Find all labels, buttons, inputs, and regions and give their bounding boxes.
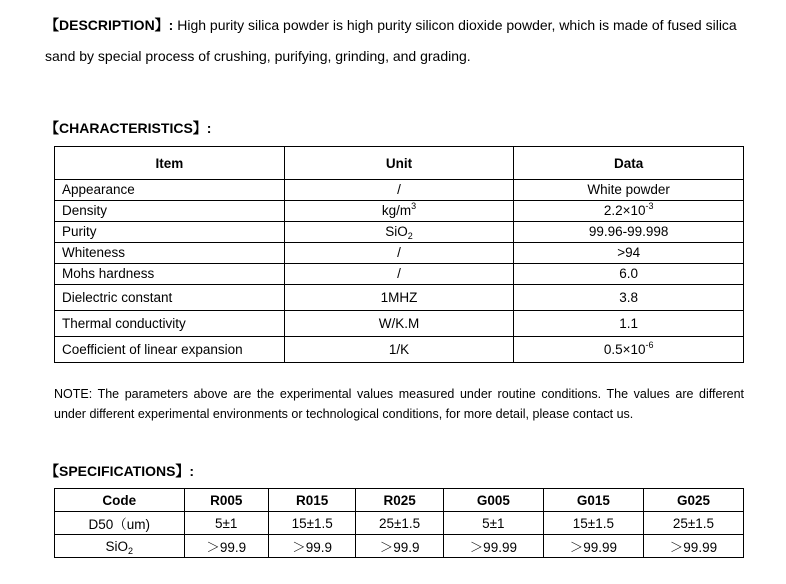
data-superscript: -6 xyxy=(645,339,654,350)
spec-cell: 25±1.5 xyxy=(643,512,743,535)
spec-header-r015: R015 xyxy=(268,489,355,512)
spec-cell: 15±1.5 xyxy=(543,512,643,535)
row-data: White powder xyxy=(514,180,744,201)
row-data: 6.0 xyxy=(514,264,744,285)
spec-cell: ＞99.9 xyxy=(356,535,443,558)
row-data: >94 xyxy=(514,243,744,264)
spec-cell: 5±1 xyxy=(443,512,543,535)
characteristics-table xyxy=(54,146,744,363)
spec-header-g025: G025 xyxy=(643,489,743,512)
data-base: 2.2×10 xyxy=(603,203,646,218)
spec-row-d50 xyxy=(55,512,744,535)
description-label: 【DESCRIPTION】: xyxy=(45,17,174,33)
row-item: Appearance xyxy=(55,180,285,201)
spec-cell: 25±1.5 xyxy=(356,512,443,535)
row-item: Dielectric constant xyxy=(55,285,285,311)
spec-row-sio2 xyxy=(55,535,744,558)
row-data: 1.1 xyxy=(514,311,744,337)
spec-cell: ＞99.9 xyxy=(268,535,355,558)
spec-header-code: Code xyxy=(55,489,185,512)
spec-cell: ＞99.9 xyxy=(184,535,268,558)
row-unit: 1MHZ xyxy=(284,285,514,311)
row-item: Coefficient of linear expansion xyxy=(55,337,285,363)
table-row xyxy=(55,337,744,363)
spec-header-row xyxy=(55,489,744,512)
table-header-row xyxy=(55,147,744,180)
spec-cell: ＞99.99 xyxy=(543,535,643,558)
specifications-title: 【SPECIFICATIONS】: xyxy=(45,463,195,479)
table-row xyxy=(55,201,744,222)
data-superscript: -3 xyxy=(645,201,654,211)
note-paragraph: NOTE: The parameters above are the experimental values measured under routine conditions. The values are different under different experimental environments or technological conditions, for more detail, please contact us. xyxy=(54,387,744,421)
spec-header-g015: G015 xyxy=(543,489,643,512)
spec-d50-label: D50（um) xyxy=(55,512,185,535)
sio2-base: SiO xyxy=(105,538,128,554)
unit-base: kg/m xyxy=(381,203,412,218)
spec-header-g005: G005 xyxy=(443,489,543,512)
row-item: Mohs hardness xyxy=(55,264,285,285)
row-unit: 1/K xyxy=(284,337,514,363)
characteristics-title: 【CHARACTERISTICS】: xyxy=(45,120,212,136)
spec-cell: ＞99.99 xyxy=(643,535,743,558)
row-unit xyxy=(284,222,514,243)
row-data: 3.8 xyxy=(514,285,744,311)
spec-cell: 15±1.5 xyxy=(268,512,355,535)
table-row xyxy=(55,180,744,201)
row-unit: / xyxy=(284,243,514,264)
spec-cell: 5±1 xyxy=(184,512,268,535)
row-data xyxy=(514,337,744,363)
row-unit: / xyxy=(284,264,514,285)
row-item: Whiteness xyxy=(55,243,285,264)
row-item: Purity xyxy=(55,222,285,243)
row-unit xyxy=(284,201,514,222)
row-data xyxy=(514,201,744,222)
header-item: Item xyxy=(55,147,285,180)
row-item: Thermal conductivity xyxy=(55,311,285,337)
data-base: 0.5×10 xyxy=(603,341,646,357)
table-row xyxy=(55,264,744,285)
row-unit: W/K.M xyxy=(284,311,514,337)
spec-cell: ＞99.99 xyxy=(443,535,543,558)
description-paragraph xyxy=(45,10,750,72)
description-text: High purity silica powder is high purity silicon dioxide powder, which is made of fused silica sand by special process of crushing, purifying, grinding, and grading. xyxy=(45,17,737,64)
row-unit: / xyxy=(284,180,514,201)
unit-subscript: 2 xyxy=(407,231,413,241)
spec-header-r005: R005 xyxy=(184,489,268,512)
header-unit: Unit xyxy=(284,147,514,180)
spec-header-r025: R025 xyxy=(356,489,443,512)
unit-superscript: 3 xyxy=(411,201,417,211)
table-row xyxy=(55,285,744,311)
sio2-subscript: 2 xyxy=(128,545,134,556)
spec-sio2-label xyxy=(55,535,185,558)
table-row xyxy=(55,222,744,243)
specifications-table xyxy=(54,488,744,558)
header-data: Data xyxy=(514,147,744,180)
row-data: 99.96-99.998 xyxy=(514,222,744,243)
table-row xyxy=(55,311,744,337)
table-row xyxy=(55,243,744,264)
unit-base: SiO xyxy=(385,224,408,239)
row-item: Density xyxy=(55,201,285,222)
